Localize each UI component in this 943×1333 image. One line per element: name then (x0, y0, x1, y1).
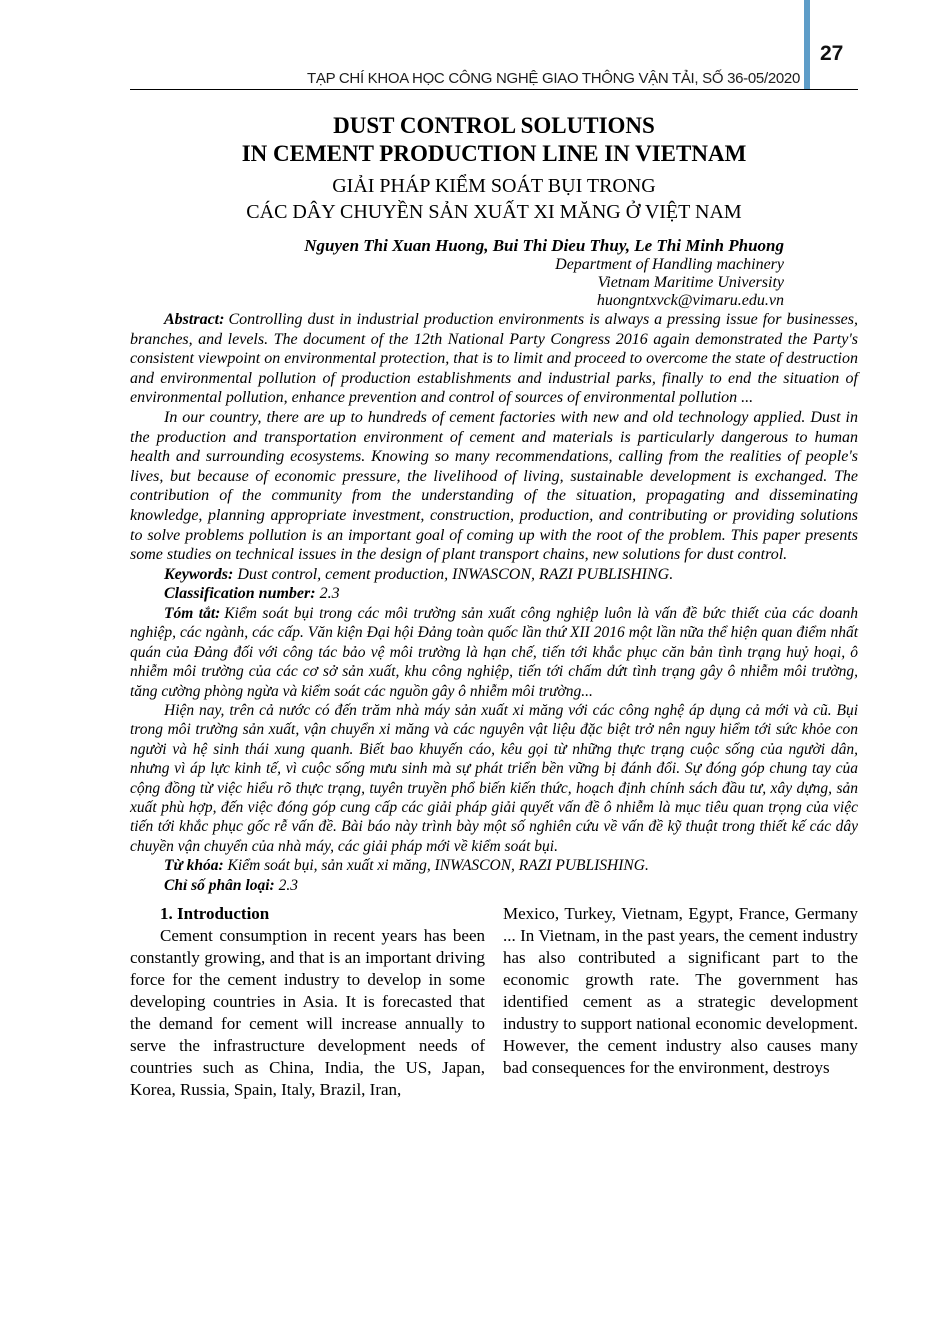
page-number: 27 (820, 42, 844, 65)
tukhoa-text: Kiểm soát bụi, sản xuất xi măng, INWASCON, RAZI PUBLISHING. (227, 857, 649, 875)
authors-block (130, 235, 858, 310)
abstract-paragraph-2: In our country, there are up to hundreds of cement factories with new and old technology applied. Dust in the production and transportation environment of cement and materials is particularly dangerous to human health and surrounding ecosystems. Knowing so many recommendations, calling from the realities of people's lives, but because of economic pressure, the livelihood of living, sustainable development is exchanged. The contribution of the community from the understanding of the situation, propagating and disseminating knowledge, planning appropriate investment, construction, production, and contributing or providing solutions to solve problems pollution is an important goal of coming up with the root of the problem. This paper presents some studies on technical issues in the design of plant transport chains, new solutions for dust control. (130, 408, 858, 564)
column-left (130, 903, 485, 1101)
tukhoa-label: Từ khóa: (164, 857, 224, 875)
section-heading-introduction: 1. Introduction (160, 904, 270, 923)
keywords-label: Keywords: (164, 565, 234, 583)
page-content (130, 0, 858, 1101)
abstract-paragraph (130, 310, 858, 408)
keywords-line (130, 565, 858, 585)
keywords-text: Dust control, cement production, INWASCON, RAZI PUBLISHING. (237, 565, 674, 583)
introduction-text-right: Mexico, Turkey, Vietnam, Egypt, France, Germany ... In Vietnam, in the past years, the cement industry has also contributed a significant part to the economic growth rate. The government has identified cement as a strategic development industry to support national economic development. However, the cement industry also causes many bad consequences for the environment, destroys (503, 904, 858, 1077)
two-column-section (130, 903, 858, 1101)
paper-title-en-line2: IN CEMENT PRODUCTION LINE IN VIETNAM (241, 141, 747, 166)
paper-title-vi (130, 173, 858, 225)
tomtat-label: Tóm tắt: (164, 604, 221, 622)
column-right (503, 903, 858, 1101)
paper-title-vi-line1: GIẢI PHÁP KIỂM SOÁT BỤI TRONG (332, 175, 656, 197)
journal-header-row (130, 0, 858, 90)
abstract-label: Abstract: (164, 311, 225, 328)
paper-title-vi-line2: CÁC DÂY CHUYỀN SẢN XUẤT XI MĂNG Ở VIỆT NAM (246, 201, 742, 223)
paper-title-en (130, 112, 858, 168)
chiso-value: 2.3 (278, 876, 298, 894)
author-university: Vietnam Maritime University (597, 274, 784, 291)
introduction-text-left: Cement consumption in recent years has been constantly growing, and that is an important driving force for the cement industry to develop in some developing countries in Asia. It is forecasted that the demand for cement will increase annually to serve the infrastructure development needs of countries such as China, India, the US, Japan, Korea, Russia, Spain, Italy, Brazil, Iran, (130, 926, 485, 1099)
author-email: huongntxvck@vimaru.edu.vn (596, 292, 784, 309)
tomtat-text: Kiểm soát bụi trong các môi trường sản xuất công nghiệp luôn là vấn đề bức thiết của các doanh nghiệp, các ngành, các cấp. Văn kiện Đại hội Đảng toàn quốc lần thứ XII 2016 một lần nữa thể hiện quan điểm nhất quán của Đảng đối với công tác bảo vệ môi trường là hạn chế, tiến tới khắc phục căn bản tình trạng huỷ hoại, ô nhiễm môi trường của các cơ sở sản xuất, khu công nghiệp, tiến tới chấm dứt tình trạng gây ô nhiễm môi trường, tăng cường phòng ngừa và kiểm soát các nguồn gây ô nhiễm môi trường... (130, 604, 858, 700)
classification-line (130, 584, 858, 604)
tomtat-paragraph-2: Hiện nay, trên cả nước có đến trăm nhà máy sản xuất xi măng với các công nghệ áp dụng cả mới và cũ. Bụi trong môi trường sản xuất, vận chuyển xi măng và các nguyên vật liệu đặc biệt trở nên nguy hiểm tới sức khỏe con người và hệ sinh thái xung quanh. Biết bao khuyến cáo, kêu gọi từ những thực trạng cuộc sống của người dân, nhưng vì áp lực kinh tế, vì cuộc sống mưu sinh mà sự phát triển bền vững bị đánh đổi. Sự đóng góp chung tay của cộng đồng từ việc hiểu rõ thực trạng, tuyên truyền phổ biến kiến thức, hoạch định chính sách đầu tư, xây dựng, sản xuất phù hợp, đến việc đóng góp cung cấp các giải pháp giải quyết vấn đề ô nhiễm là mục tiêu quan trọng của việc tiến tới khắc phục gốc rễ vấn đề. Bài báo này trình bày một số nghiên cứu về vấn đề kỹ thuật trong thiết kế các dây chuyền vận chuyển của nhà máy, các giải pháp mới về kiểm soát bụi. (130, 701, 858, 855)
classification-value: 2.3 (319, 585, 340, 603)
abstract-text: Controlling dust in industrial production environments is always a pressing issue for businesses, branches, and levels. The document of the 12th National Party Congress 2016 again demonstrated the Party's consistent viewpoint on environmental protection, that is to limit and proceed to overcome the state of destruction and environmental pollution of production establishments and industrial parks, finally to end the situation of environmental pollution, enhance prevention and control of sources of environmental pollution ... (130, 311, 858, 407)
tomtat-paragraph (130, 604, 858, 701)
chiso-label: Chỉ số phân loại: (164, 876, 275, 894)
paper-title-en-line1: DUST CONTROL SOLUTIONS (333, 113, 655, 138)
chiso-line (130, 876, 858, 895)
tukhoa-line (130, 856, 858, 875)
journal-header-text: TẠP CHÍ KHOA HỌC CÔNG NGHỆ GIAO THÔNG VẬN TẢI, SỐ 36-05/2020 (307, 70, 800, 87)
author-names: Nguyen Thi Xuan Huong, Bui Thi Dieu Thuy, Le Thi Minh Phuong (304, 236, 784, 255)
author-department: Department of Handling machinery (555, 256, 784, 273)
classification-label: Classification number: (164, 585, 316, 603)
